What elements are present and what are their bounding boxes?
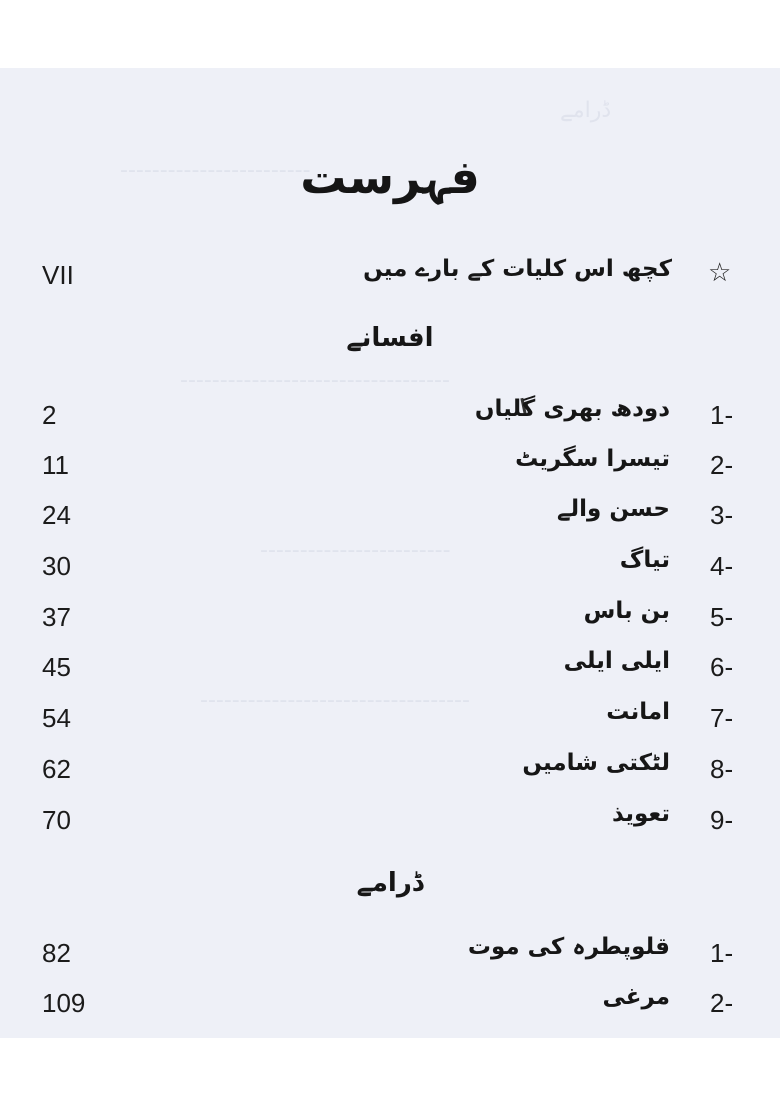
page-number: 30: [42, 551, 71, 581]
toc-intro-row: [0, 256, 780, 296]
toc-entry: [0, 598, 780, 638]
entry-title: بن باس: [583, 598, 670, 624]
page-number: 45: [42, 652, 71, 682]
page-number: 54: [42, 703, 71, 733]
toc-entry: [0, 446, 780, 486]
entry-title: کچھ اس کلیات کے بارے میں: [363, 256, 672, 282]
entry-title: تعویذ: [612, 801, 670, 827]
bleed-through-text: ------------------------: [260, 538, 451, 563]
entry-number: 1-: [710, 400, 734, 430]
entry-title: ایلی ایلی: [563, 648, 670, 674]
bleed-through-text: ------------------------: [120, 158, 311, 183]
entry-title: لٹکتی شامیں: [522, 750, 670, 776]
entry-number: 6-: [710, 652, 734, 682]
entry-title: تیاگ: [619, 547, 670, 573]
toc-entry: [0, 547, 780, 587]
toc-entry: [0, 648, 780, 688]
book-page: [0, 68, 780, 1038]
page-number: 82: [42, 938, 71, 968]
entry-title: قلوپطرہ کی موت: [467, 934, 670, 960]
toc-entry: [0, 984, 780, 1024]
section-heading-drame: ڈرامے: [356, 868, 424, 898]
entry-title: تیسرا سگریٹ: [515, 446, 670, 472]
toc-entry: [0, 801, 780, 841]
entry-number: 8-: [710, 754, 734, 784]
entry-title: حسن والے: [557, 496, 670, 522]
entry-title: امانت: [606, 699, 670, 725]
toc-entry: [0, 750, 780, 790]
entry-number: 9-: [710, 805, 734, 835]
toc-entry: [0, 934, 780, 974]
toc-entry: [0, 699, 780, 739]
page-number: 11: [42, 450, 69, 480]
entry-number: 2-: [710, 988, 734, 1018]
bleed-through-text: ----------------------------------: [200, 688, 470, 713]
page-number: 2: [42, 400, 57, 430]
entry-title: دودھ بھری گلیاں: [474, 396, 670, 422]
section-heading-afsane: افسانے: [346, 323, 434, 353]
entry-number: 5-: [710, 602, 734, 632]
page-number: VII: [42, 260, 74, 290]
star-icon: ☆: [708, 258, 732, 288]
entry-number: 4-: [710, 551, 734, 581]
page-number: 62: [42, 754, 71, 784]
page-number: 24: [42, 500, 71, 530]
entry-number: 7-: [710, 703, 734, 733]
bleed-through-text: ڈرامے: [560, 98, 612, 123]
page-number: 37: [42, 602, 71, 632]
page-title: فہرست: [300, 150, 480, 204]
page-number: 109: [42, 988, 86, 1018]
toc-entry: [0, 396, 780, 436]
page-number: 70: [42, 805, 71, 835]
bleed-through-text: ----------------------------------: [180, 368, 450, 393]
entry-number: 2-: [710, 450, 734, 480]
entry-title: مرغی: [602, 984, 670, 1010]
entry-number: 3-: [710, 500, 734, 530]
toc-entry: [0, 496, 780, 536]
entry-number: 1-: [710, 938, 734, 968]
